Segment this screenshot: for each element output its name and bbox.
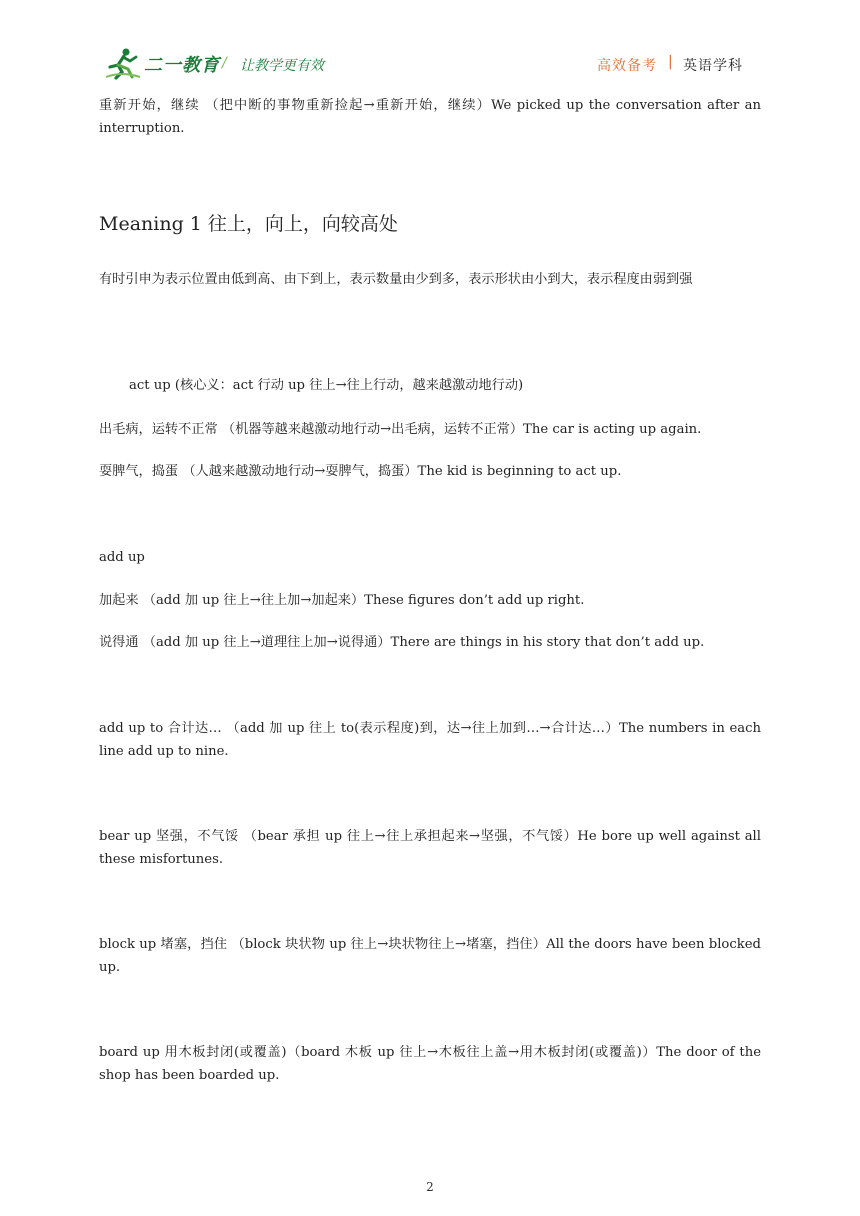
slogan-separator: / <box>222 55 227 71</box>
entry-add-up-meaning-2: 说得通 （add 加 up 往上→道理往上加→说得通）There are things in his story that don’t add up. <box>99 635 705 650</box>
entry-act-up-meaning-2: 耍脾气，捣蛋 （人越来越激动地行动→耍脾气，捣蛋）The kid is beginning to act up. <box>99 464 622 479</box>
slogan: 让教学更有效 <box>240 58 324 74</box>
entry-add-up-title: add up <box>99 550 145 565</box>
header-tag-subject: 英语学科 <box>683 58 743 74</box>
entry-add-up-meaning-1: 加起来 （add 加 up 往上→往上加→加起来）These figures don’t add up right. <box>99 593 585 608</box>
header-tag-prep: 高效备考 <box>597 58 657 74</box>
section-heading: Meaning 1 往上，向上，向较高处 <box>99 213 398 235</box>
entry-act-up-meaning-1: 出毛病，运转不正常 （机器等越来越激动地行动→出毛病，运转不正常）The car is acting up again. <box>99 422 702 437</box>
paragraph-pick-up-continue: 重新开始，继续 （把中断的事物重新捡起→重新开始，继续）We picked up the conversation after an interruption. <box>99 98 761 136</box>
section-intro: 有时引申为表示位置由低到高、由下到上，表示数量由少到多，表示形状由小到大，表示程度由弱到强 <box>99 272 693 287</box>
header-tag-separator: | <box>668 54 673 70</box>
entry-block-up: block up 堵塞，挡住 （block 块状物 up 往上→块状物往上→堵塞，挡住）All the doors have been blocked up. <box>99 937 761 975</box>
logo-text: 二一教育 <box>144 55 220 76</box>
page-number: 2 <box>426 1180 434 1194</box>
page-header <box>0 0 860 90</box>
entry-add-up-to: add up to 合计达… （add 加 up 往上 to(表示程度)到，达→往上加到…→合计达…）The numbers in each line add up to nine. <box>99 721 761 759</box>
entry-board-up: board up 用木板封闭(或覆盖)（board 木板 up 往上→木板往上盖→用木板封闭(或覆盖)）The door of the shop has been boarded up. <box>99 1045 761 1083</box>
logo <box>104 44 220 84</box>
runner-logo-icon <box>104 47 142 81</box>
entry-act-up-title: act up (核心义：act 行动 up 往上→往上行动，越来越激动地行动) <box>129 378 524 393</box>
entry-bear-up: bear up 坚强，不气馁 （bear 承担 up 往上→往上承担起来→坚强，不气馁）He bore up well against all these misfortunes. <box>99 829 761 867</box>
